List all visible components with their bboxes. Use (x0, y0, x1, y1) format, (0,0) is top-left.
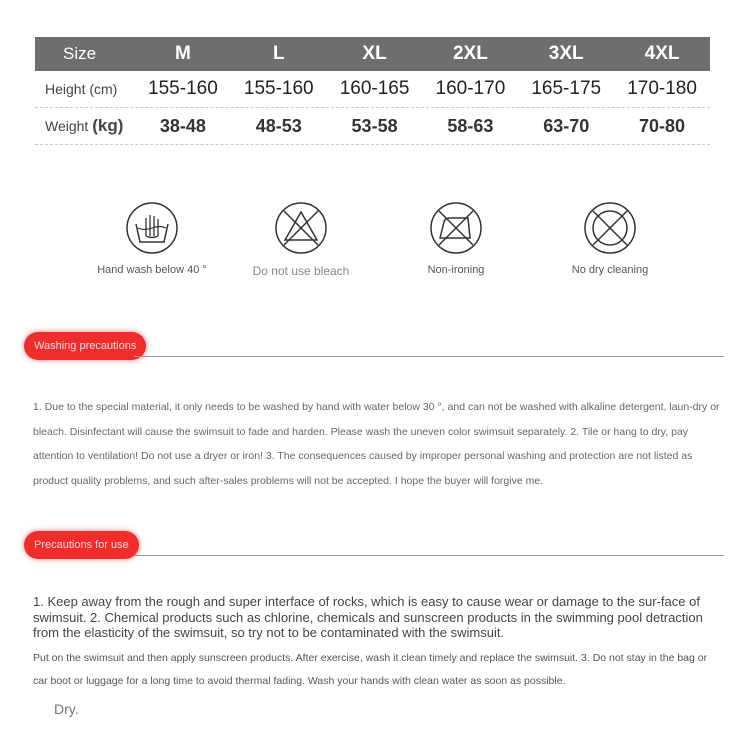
size-l: L (272, 43, 285, 64)
height-label: Height (cm) (45, 81, 118, 97)
care-no-ironing (376, 200, 536, 276)
no-dry-clean-icon (582, 200, 638, 256)
weight-cell: 48-53 (255, 115, 302, 136)
use-title: Precautions for use (24, 531, 139, 559)
use-section-header (24, 531, 724, 561)
care-hand-wash (72, 200, 232, 276)
weight-label-unit: (kg) (92, 116, 124, 135)
size-3xl: 3XL (548, 43, 584, 64)
size-header-row (35, 37, 710, 71)
size-m: M (175, 43, 191, 64)
height-cell: 160-165 (339, 78, 410, 99)
height-cell: 155-160 (148, 78, 218, 99)
no-bleach-icon (273, 200, 329, 256)
height-cell: 165-175 (531, 78, 602, 99)
size-4xl: 4XL (644, 43, 680, 64)
use-text-small: Put on the swimsuit and then apply sunscreen products. After exercise, wash it clean timely and replace the swimsuit. 3. Do not stay in the bag or car boot or luggage for a long time to avoid thermal fading. Wash your hands with clean water as soon as possible. (33, 652, 708, 687)
care-no-dry-clean (530, 200, 690, 276)
hand-wash-icon (124, 200, 180, 256)
height-cell: 160-170 (435, 78, 506, 99)
care-label: Non-ironing (427, 264, 485, 276)
weight-cell: 38-48 (159, 115, 206, 136)
section-divider (134, 555, 724, 556)
weight-label-text: Weight (45, 118, 89, 134)
care-no-bleach (221, 200, 381, 278)
size-xl: XL (362, 43, 387, 64)
size-table (35, 37, 710, 145)
size-2xl: 2XL (452, 43, 488, 64)
size-header-label: Size (63, 44, 97, 63)
weight-row (35, 108, 710, 145)
height-cell: 170-180 (627, 78, 697, 99)
care-label: Do not use bleach (252, 264, 350, 278)
washing-section-header (24, 332, 724, 362)
care-label: No dry cleaning (571, 264, 649, 276)
care-instructions (0, 200, 750, 290)
section-divider (134, 356, 724, 357)
height-row (35, 71, 710, 108)
no-ironing-icon (428, 200, 484, 256)
weight-cell: 70-80 (639, 115, 686, 136)
dry-text: Dry. (54, 701, 79, 717)
washing-title: Washing precautions (24, 332, 146, 360)
weight-label (35, 116, 135, 136)
care-label: Hand wash below 40 ° (97, 264, 207, 276)
weight-cell: 63-70 (543, 115, 590, 136)
height-cell: 155-160 (243, 78, 314, 99)
use-text-large: 1. Keep away from the rough and super interface of rocks, which is easy to cause wear or damage to the sur-face of swimsuit. 2. Chemical products such as chlorine, chemicals and sunscreen products in the swimming pool detraction from the elasticity of the swimsuit, so try not to be contaminated with the swimsuit. (33, 594, 703, 640)
weight-cell: 58-63 (447, 115, 494, 136)
weight-cell: 53-58 (351, 115, 398, 136)
washing-text: 1. Due to the special material, it only needs to be washed by hand with water below 30 °, and can not be washed with alkaline detergent, laun-dry or bleach. Disinfectant will cause the swimsuit to fade and harden. Please wash the uneven color swimsuit separately. 2. Tile or hang to dry, pay attention to ventilation! Do not use a dryer or iron! 3. The consequences caused by improper personal washing and protection are not listed as product quality problems, and such after-sales problems will not be accepted. I hope the buyer will forgive me. (33, 401, 720, 487)
